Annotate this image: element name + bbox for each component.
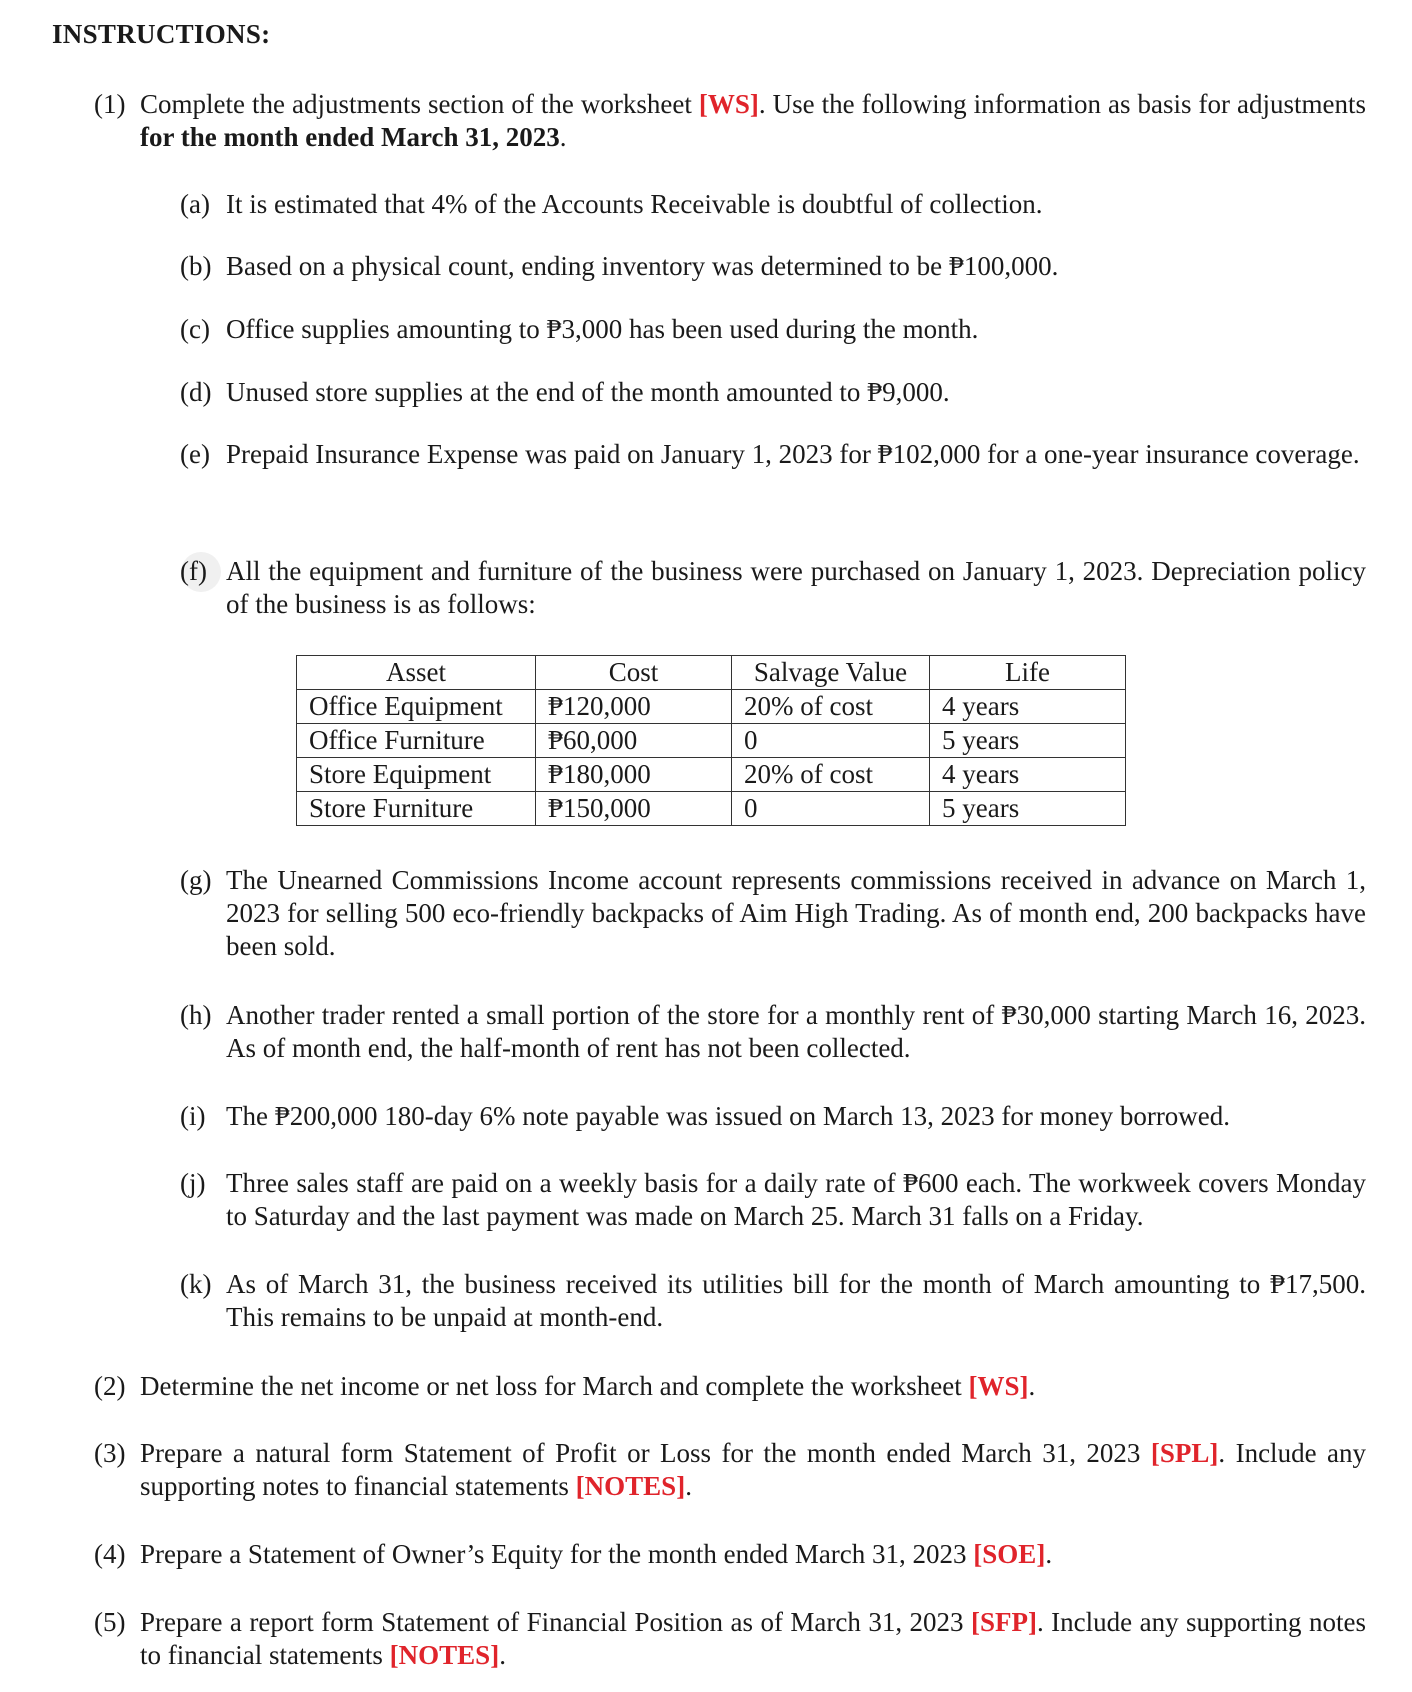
sub-item-d: (d) Unused store supplies at the end of the month amounted to ₱9,000. — [180, 377, 950, 407]
sub-item-g: (g) The Unearned Commissions Income account represents commissions received in advance on March 1, 2023 for selling 500 eco-friendly backpacks of Aim High Trading. As of month end, 200 backpacks have been sold. — [180, 865, 1366, 961]
depreciation-table — [296, 655, 1126, 826]
instruction-3: (3) Prepare a natural form Statement of Profit or Loss for the month ended March 31, 2023 [SPL]. Include any supporting notes to financial statements [NOTES]. — [94, 1438, 1366, 1501]
table-row — [297, 724, 1126, 758]
table-cell: ₱120,000 — [536, 690, 732, 724]
table-cell: ₱180,000 — [536, 758, 732, 792]
table-cell: 4 years — [930, 690, 1126, 724]
ws-tag: [WS] — [698, 89, 759, 119]
header-life: Life — [930, 656, 1126, 690]
table-cell: Store Furniture — [297, 792, 536, 826]
header-salvage: Salvage Value — [732, 656, 930, 690]
header-cost: Cost — [536, 656, 732, 690]
table-row — [297, 792, 1126, 826]
instructions-heading: INSTRUCTIONS: — [52, 19, 271, 49]
sub-item-j: (j) Three sales staff are paid on a weekly basis for a daily rate of ₱600 each. The workweek covers Monday to Saturday and the last payment was made on March 25. March 31 falls on a Friday. — [180, 1168, 1366, 1231]
instruction-5: (5) Prepare a report form Statement of Financial Position as of March 31, 2023 [SFP]. Include any supporting notes to financial statements [NOTES]. — [94, 1607, 1366, 1670]
instruction-4: (4) Prepare a Statement of Owner’s Equity for the month ended March 31, 2023 [SOE]. — [94, 1539, 1053, 1569]
table-cell: 20% of cost — [732, 758, 930, 792]
sub-item-k: (k) As of March 31, the business received its utilities bill for the month of March amounting to ₱17,500. This remains to be unpaid at month-end. — [180, 1269, 1366, 1332]
table-cell: Office Furniture — [297, 724, 536, 758]
sub-item-c: (c) Office supplies amounting to ₱3,000 has been used during the month. — [180, 314, 979, 344]
sub-item-i: (i) The ₱200,000 180-day 6% note payable was issued on March 13, 2023 for money borrowed. — [180, 1101, 1231, 1131]
notes-tag: [NOTES] — [575, 1471, 686, 1501]
table-cell: ₱150,000 — [536, 792, 732, 826]
table-row — [297, 690, 1126, 724]
table-cell: 0 — [732, 792, 930, 826]
table-cell: 20% of cost — [732, 690, 930, 724]
sub-item-a: (a) It is estimated that 4% of the Accounts Receivable is doubtful of collection. — [180, 189, 1043, 219]
sub-item-h: (h) Another trader rented a small portion of the store for a monthly rent of ₱30,000 starting March 16, 2023. As of month end, the half-month of rent has not been collected. — [180, 1000, 1366, 1063]
instruction-1 — [94, 88, 1366, 154]
notes-tag: [NOTES] — [389, 1640, 500, 1670]
table-cell: 5 years — [930, 792, 1126, 826]
table-cell: 4 years — [930, 758, 1126, 792]
ws-tag: [WS] — [968, 1371, 1029, 1401]
table-cell: ₱60,000 — [536, 724, 732, 758]
item-number: (1) — [94, 89, 126, 119]
table-row — [297, 758, 1126, 792]
item-text: Complete the adjustments section of the worksheet [WS]. Use the following information as basis for adjustments for the month ended March 31, 2023. — [140, 89, 1366, 152]
spl-tag: [SPL] — [1150, 1438, 1219, 1468]
table-cell: 0 — [732, 724, 930, 758]
table-cell: Store Equipment — [297, 758, 536, 792]
sub-item-b: (b) Based on a physical count, ending inventory was determined to be ₱100,000. — [180, 251, 1059, 281]
header-asset: Asset — [297, 656, 536, 690]
table-cell: Office Equipment — [297, 690, 536, 724]
table-header-row — [297, 656, 1126, 690]
sfp-tag: [SFP] — [970, 1607, 1037, 1637]
sub-item-f: (f) All the equipment and furniture of the business were purchased on January 1, 2023. Depreciation policy of the business is as follows: — [180, 556, 1366, 619]
soe-tag: [SOE] — [973, 1539, 1046, 1569]
sub-item-e: (e) Prepaid Insurance Expense was paid on January 1, 2023 for ₱102,000 for a one-year insurance coverage. — [180, 439, 1360, 469]
instruction-2: (2) Determine the net income or net loss for March and complete the worksheet [WS]. — [94, 1371, 1036, 1401]
table-cell: 5 years — [930, 724, 1126, 758]
